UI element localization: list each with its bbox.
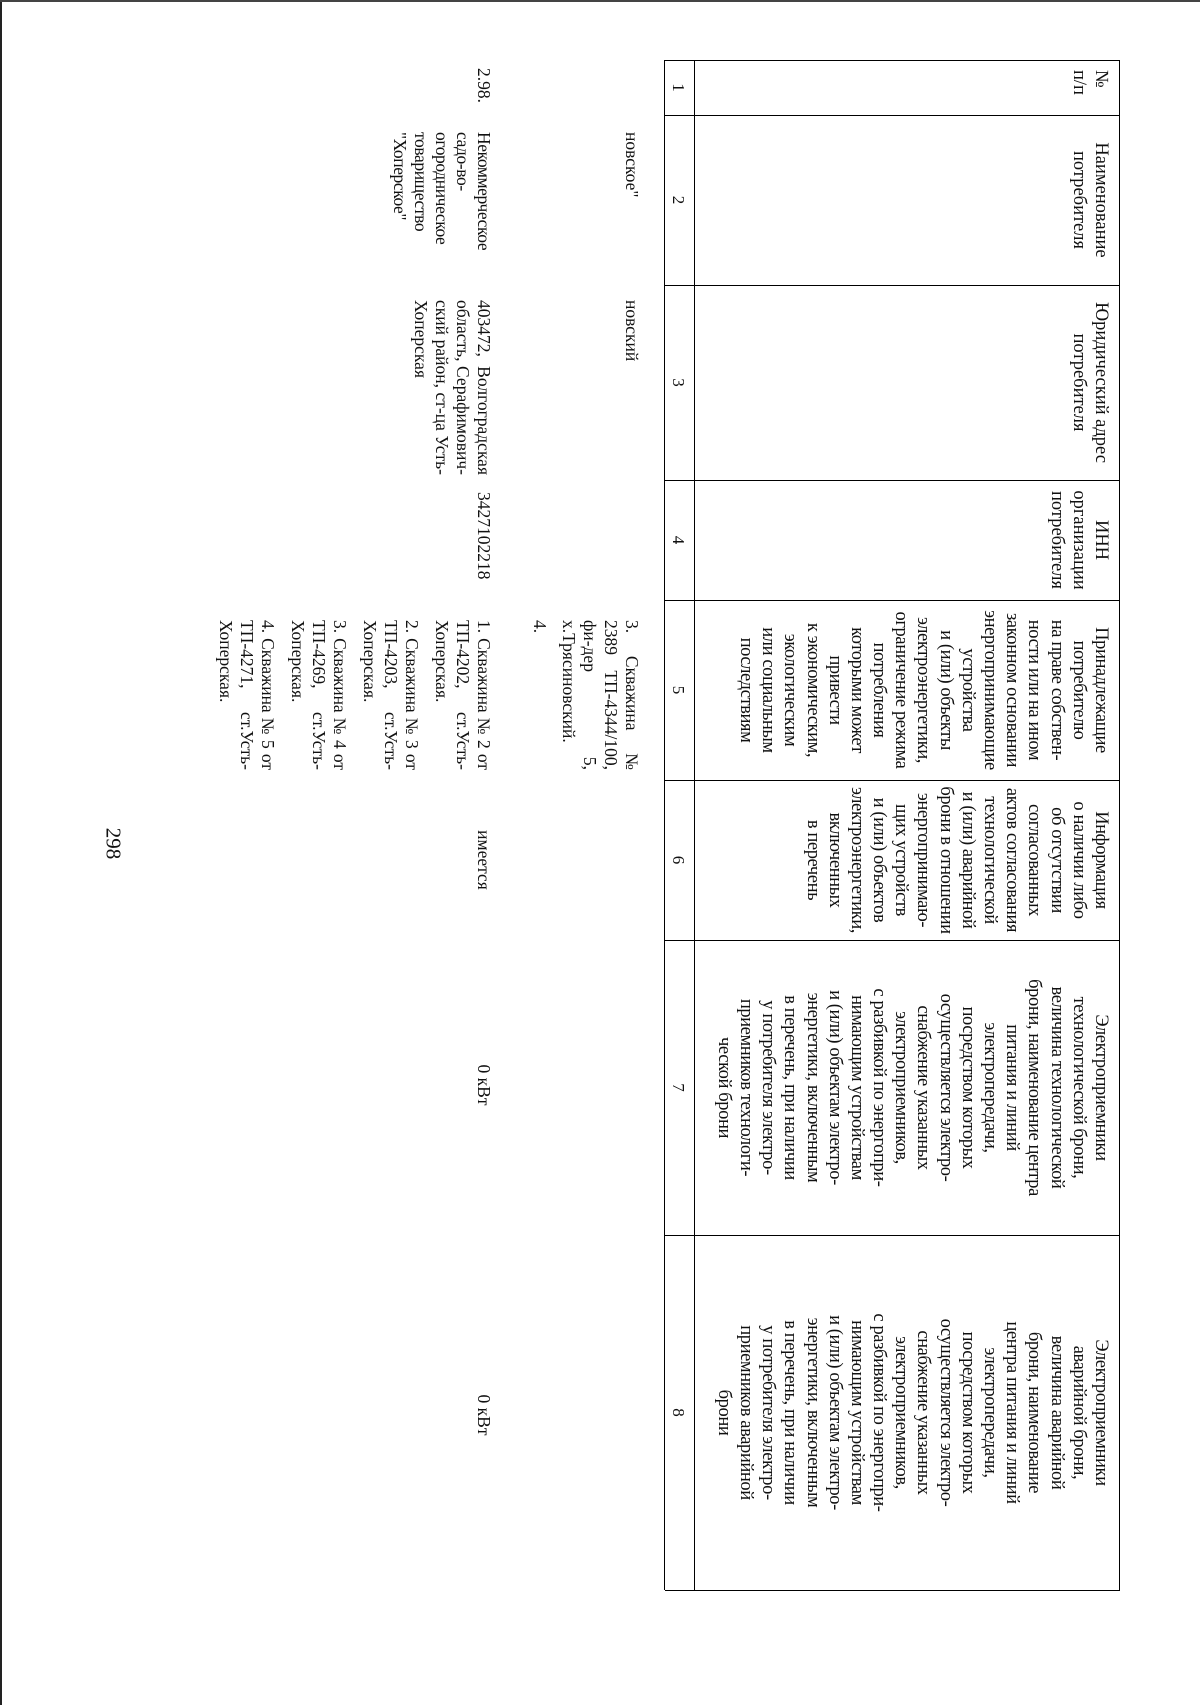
scan-edge-top: [0, 0, 1200, 2]
device-3: 3. Скважина № 4 от ТП-4269, ст.Усть-Хоперская.: [288, 620, 350, 770]
consumer-inn: 3427102218: [474, 492, 494, 580]
col-number-5: 5: [669, 685, 688, 695]
col-number-3: 3: [669, 378, 688, 387]
page-number: 298: [101, 827, 126, 860]
emergency-reserve: 0 кВт: [474, 1394, 494, 1436]
tech-reserve: 0 кВт: [474, 1064, 494, 1106]
carryover-name: новское": [622, 132, 642, 198]
acts-status: имеется: [474, 830, 494, 890]
col-number-2: 2: [669, 195, 688, 205]
col-line-8: [665, 1590, 1120, 1591]
device-4: 4. Скважина № 5 от ТП-4271, ст.Усть-Хоперская.: [216, 620, 278, 770]
header-col-1: № п/п: [1068, 70, 1111, 95]
col-line-1: [665, 115, 1120, 116]
header-col-2: Наименование потребителя: [1068, 142, 1111, 258]
col-line-3: [665, 480, 1120, 481]
device-2: 2. Скважина № 3 от ТП-4203, ст.Усть-Хоперская.: [360, 620, 422, 770]
number-row-bottom-border: [664, 60, 665, 1590]
scan-edge-left: [0, 0, 2, 1705]
col-line-6: [665, 940, 1120, 941]
col-line-2: [665, 285, 1120, 286]
device-1: 1. Скважина № 2 от ТП-4202, ст.Усть-Хоперская.: [432, 620, 494, 770]
header-col-6: Информация о наличии либо об отсутствии согласованных актов согласования технологической и (или) аварийной брони в отношении энергопринимаю- щих устройств и (или) объектов электроэнергетики, включенных в перечень: [802, 786, 1111, 934]
col-line-7: [665, 1235, 1120, 1236]
col-number-1: 1: [669, 83, 688, 92]
header-col-7: Электроприемники технологической брони, величина технологической брони, наименование центра питания и линий электропередачи, посредством которых осуществляется электро- снабжение указанных электроприемников, с разбивкой по энергопри- нимающим устройствам и (или) объектам электро- энергетики, включенным в перечень, при наличии у потребителя электро- приемников технологи- ческой брони: [713, 979, 1111, 1196]
header-bottom-border: [694, 60, 695, 1590]
col-line-5: [665, 780, 1120, 781]
col-line-4: [665, 600, 1120, 601]
col-number-7: 7: [669, 1083, 688, 1092]
carryover-address: новский: [622, 300, 642, 362]
carryover-device-4: 4.: [530, 620, 550, 634]
col-number-6: 6: [669, 855, 688, 865]
header-col-8: Электроприемники аварийной брони, величина аварийной брони, наименование центра питания и линий электропередачи, посредством которых осуществляется электро- снабжение указанных электроприемников, с разбивкой по энергопри- нимающим устройствам и (или) объектам электро- энергетики, включенным в перечень, при наличии у потребителя электро- приемников аварийной брони: [713, 1313, 1111, 1512]
consumer-address: 403472, Волгоградская область, Серафимович-ский район, ст-ца Усть-Хоперская: [411, 300, 494, 475]
rotated-table: [170, 60, 1120, 1620]
header-col-3: Юридический адрес потребителя: [1068, 302, 1111, 463]
consumer-name: Некоммерческое садо-во-огородническое товарищество "Хоперское": [390, 132, 494, 251]
header-col-4: ИНН организации потребителя: [1046, 490, 1111, 590]
table-top-border: [1119, 60, 1120, 1590]
header-col-5: Принадлежащие потребителю на праве собствен- ности или на ином законном основании энергопринимающие устройства и (или) объекты электроэнергетики, ограничение режима потребления которыми может привести к экономическим, экологическим или социальным последствиям: [736, 610, 1111, 770]
col-number-4: 4: [669, 535, 688, 545]
row-number: 2.98.: [474, 68, 494, 103]
carryover-device-3: 3. Скважина № 2389 ТП-4344/100, фи-дер 5, х.Трясиновский.: [559, 620, 642, 770]
col-number-8: 8: [669, 1408, 688, 1417]
col-line-0: [665, 60, 1120, 61]
